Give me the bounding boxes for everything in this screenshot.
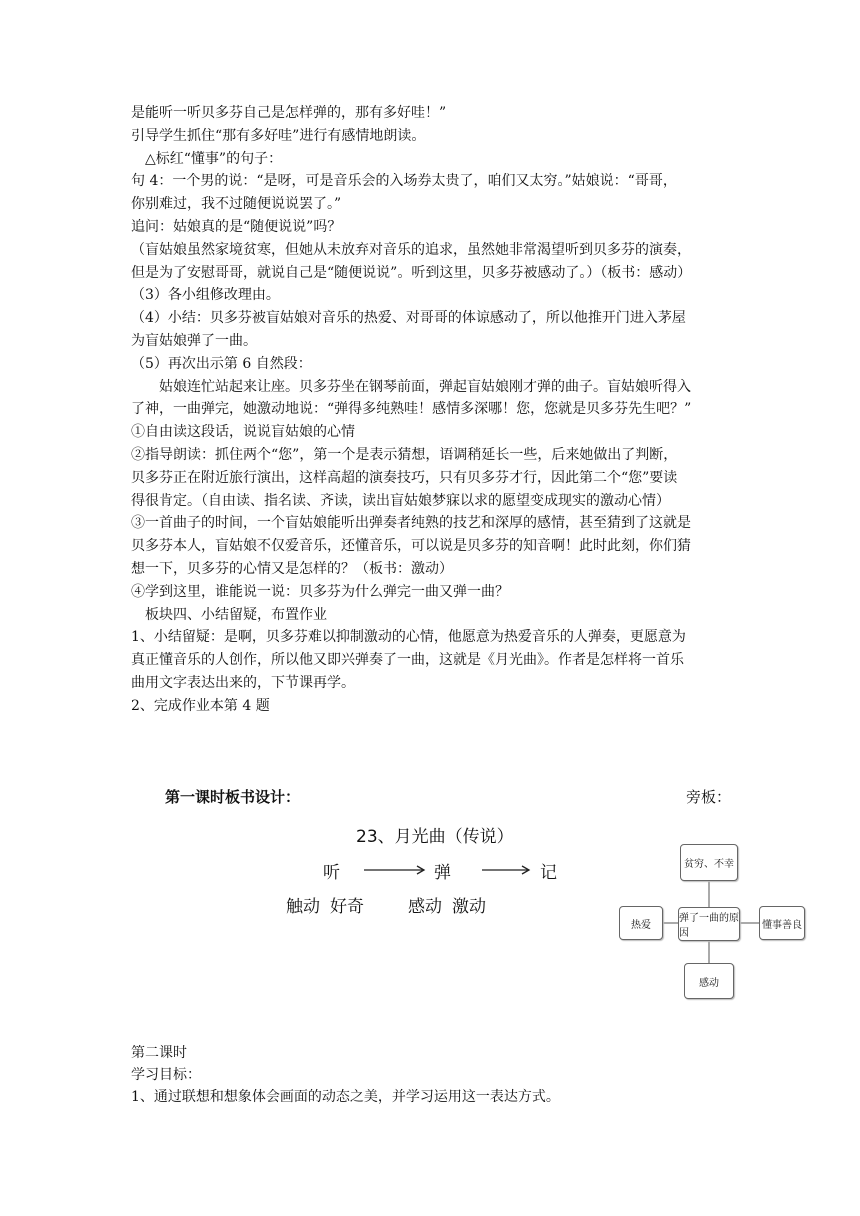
board-word-play: 弹 <box>434 863 451 883</box>
text-line: （3）各小组修改理由。 <box>131 287 280 304</box>
text-line: 2、完成作业本第 4 题 <box>131 697 270 714</box>
text-line: （5）再次出示第 6 自然段： <box>131 355 312 372</box>
board-word-touched: 触动 <box>286 897 320 917</box>
text-line: 了神，一曲弹完，她激动地说：“弹得多纯熟哇！感情多深哪！您，您就是贝多芬先生吧？” <box>131 401 692 418</box>
text-line: 你别难过，我不过随便说说罢了。” <box>131 196 342 213</box>
text-line: ①自由读这段话，说说盲姑娘的心情 <box>131 424 355 441</box>
side-board-label: 旁板： <box>686 788 732 806</box>
board-word-excited: 激动 <box>452 897 486 917</box>
text-line: 贝多芬本人，盲姑娘不仅爱音乐，还懂音乐，可以说是贝多芬的知音啊！此时此刻，你们猜 <box>131 538 691 555</box>
text-line: 引导学生抓住“那有多好哇”进行有感情地朗读。 <box>131 127 426 144</box>
text-line: 贝多芬正在附近旅行演出，这样高超的演奏技巧，只有贝多芬才行，因此第二个“您”要读 <box>131 469 678 486</box>
text-line: 为盲姑娘弹了一曲。 <box>131 333 257 349</box>
text-line: 是能听一听贝多芬自己是怎样弹的，那有多好哇！” <box>131 105 447 121</box>
board-word-moved: 感动 <box>408 897 442 917</box>
board-title: 23、月光曲（传说） <box>356 827 514 847</box>
text-line: ④学到这里，谁能说一说：贝多芬为什么弹完一曲又弹一曲？ <box>131 583 509 600</box>
second-lesson-heading: 第二课时 <box>131 1045 187 1061</box>
text-line: ③一首曲子的时间，一个盲姑娘能听出弹奏者纯熟的技艺和深厚的感情，甚至猜到了这就是 <box>131 515 691 532</box>
board-design-heading: 第一课时板书设计： <box>165 788 301 806</box>
text-line: 板块四、小结留疑，布置作业 <box>131 606 327 623</box>
text-line: 姑娘连忙站起来让座。贝多芬坐在钢琴前面，弹起盲姑娘刚才弹的曲子。盲姑娘听得入 <box>131 378 691 395</box>
text-line: ②指导朗读：抓住两个“您”，第一个是表示猜想，语调稍延长一些，后来她做出了判断， <box>131 447 678 463</box>
text-line: 但是为了安慰哥哥，就说自己是“随便说说”。听到这里，贝多芬被感动了。）（板书：感动） <box>131 264 692 281</box>
text-line: 1、小结留疑：是啊，贝多芬难以抑制激动的心情，他愿意为热爱音乐的人弹奏，更愿意为 <box>131 629 686 646</box>
text-line: （4）小结：贝多芬被盲姑娘对音乐的热爱、对哥哥的体谅感动了，所以他推开门进入茅屋 <box>131 310 686 327</box>
learning-goal-1: 1、通过联想和想象体会画面的动态之美，并学习运用这一表达方式。 <box>131 1089 560 1105</box>
board-arrows <box>364 858 624 884</box>
text-line: 曲用文字表达出来的，下节课再学。 <box>131 675 355 691</box>
text-line: △标红“懂事”的句子： <box>131 150 283 167</box>
text-line: （盲姑娘虽然家境贫寒，但她从未放弃对音乐的追求，虽然她非常渴望听到贝多芬的演奏， <box>131 241 691 258</box>
mindmap-node-center: 弹了一曲的原因 <box>678 907 740 941</box>
text-line: 真正懂音乐的人创作，所以他又即兴弹奏了一曲，这就是《月光曲》。作者是怎样将一首乐 <box>131 652 684 669</box>
mindmap-node-left: 热爱 <box>619 906 663 940</box>
text-line: 想一下，贝多芬的心情又是怎样的？（板书：激动） <box>131 561 453 577</box>
text-line: 追问：姑娘真的是“随便说说”吗？ <box>131 219 342 235</box>
mindmap-node-top: 贫穷、不幸 <box>680 844 738 881</box>
board-word-listen: 听 <box>323 863 340 883</box>
text-line: 得很肯定。（自由读、指名读、齐读，读出盲姑娘梦寐以求的愿望变成现实的激动心情） <box>131 492 670 509</box>
mindmap-node-right: 懂事善良 <box>759 906 805 940</box>
text-line: 句 4：一个男的说：“是呀，可是音乐会的入场券太贵了，咱们又太穷。”姑娘说：“哥哥， <box>131 173 677 190</box>
learning-goals-label: 学习目标： <box>131 1067 201 1083</box>
mindmap-node-bottom: 感动 <box>684 963 734 999</box>
board-word-curious: 好奇 <box>330 897 364 917</box>
board-word-record: 记 <box>540 863 557 883</box>
